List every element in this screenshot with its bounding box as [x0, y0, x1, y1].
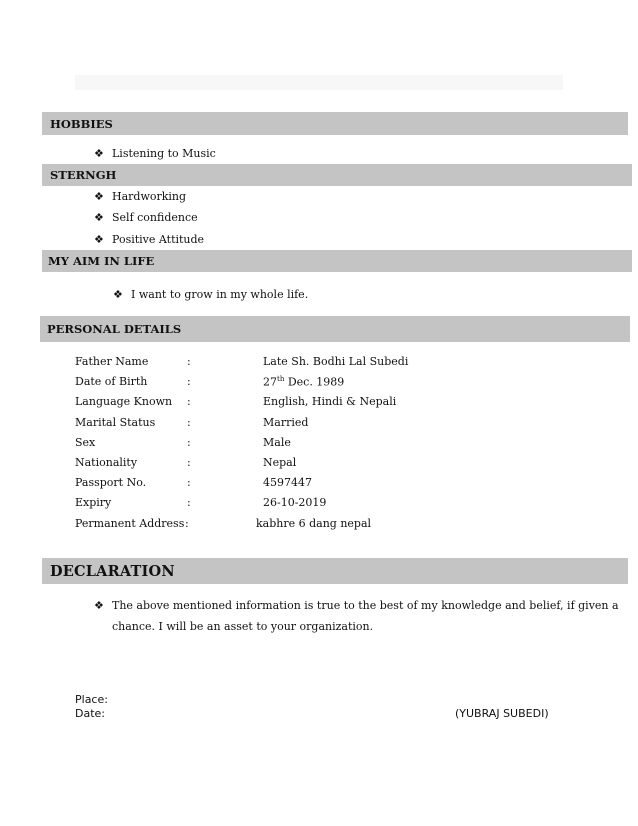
detail-separator: :	[185, 516, 189, 530]
detail-label: Sex	[75, 435, 96, 449]
detail-separator: :	[187, 456, 191, 469]
detail-label: Nationality	[75, 456, 138, 469]
place-label: Place:	[75, 693, 108, 706]
aim-title: MY AIM IN LIFE	[48, 254, 155, 268]
detail-value: 4597447	[263, 476, 312, 490]
personal-details-title: PERSONAL DETAILS	[47, 322, 182, 336]
declaration-paragraph: ❖ The above mentioned information is true to the best of my knowledge and belief, if given a	[94, 596, 619, 616]
detail-value: Late Sh. Bodhi Lal Subedi	[263, 355, 409, 368]
diamond-bullet-icon: ❖	[113, 288, 123, 301]
detail-label: Language Known	[75, 395, 173, 409]
diamond-bullet-icon: ❖	[94, 599, 104, 612]
date-label: Date:	[75, 707, 105, 720]
detail-value: English, Hindi & Nepali	[263, 395, 397, 409]
header-placeholder-bar	[75, 75, 563, 90]
detail-separator: :	[187, 355, 191, 368]
detail-separator: :	[187, 476, 191, 490]
declaration-paragraph-continued: chance. I will be an asset to your organization.	[112, 620, 374, 633]
diamond-bullet-icon: ❖	[94, 147, 104, 160]
list-item: ❖ Self confidence	[94, 208, 198, 228]
detail-label: Marital Status	[75, 415, 156, 429]
hobbies-header	[42, 112, 628, 135]
detail-value: Married	[263, 415, 309, 429]
diamond-bullet-icon: ❖	[94, 233, 104, 246]
list-item: ❖ Listening to Music	[94, 144, 216, 164]
strength-header	[42, 164, 632, 186]
hobbies-title: HOBBIES	[50, 116, 113, 131]
detail-value: Nepal	[263, 456, 297, 469]
detail-separator: :	[187, 375, 191, 389]
diamond-bullet-icon: ❖	[94, 211, 104, 224]
detail-label: Passport No.	[75, 476, 147, 490]
detail-value: 27th Dec. 1989	[263, 375, 345, 389]
strength-title: STERNGH	[50, 168, 117, 182]
declaration-header	[42, 558, 628, 584]
diamond-bullet-icon: ❖	[94, 190, 104, 203]
detail-value: 26-10-2019	[263, 496, 327, 510]
list-item: ❖ Positive Attitude	[94, 230, 204, 250]
detail-value: Male	[263, 435, 291, 449]
detail-label: Expiry	[75, 496, 112, 510]
declaration-title: DECLARATION	[50, 562, 175, 580]
detail-label: Permanent Address	[75, 516, 185, 530]
detail-separator: :	[187, 415, 191, 429]
detail-separator: :	[187, 435, 191, 449]
personal-details-header	[40, 316, 630, 342]
signature-name: (YUBRAJ SUBEDI)	[455, 707, 549, 720]
detail-label: Date of Birth	[75, 375, 148, 389]
detail-separator: :	[187, 496, 191, 510]
detail-label: Father Name	[75, 355, 149, 368]
detail-value: kabhre 6 dang nepal	[256, 516, 372, 530]
list-item: ❖ I want to grow in my whole life.	[113, 285, 308, 305]
aim-header	[42, 250, 632, 272]
detail-separator: :	[187, 395, 191, 409]
list-item: ❖ Hardworking	[94, 187, 186, 207]
